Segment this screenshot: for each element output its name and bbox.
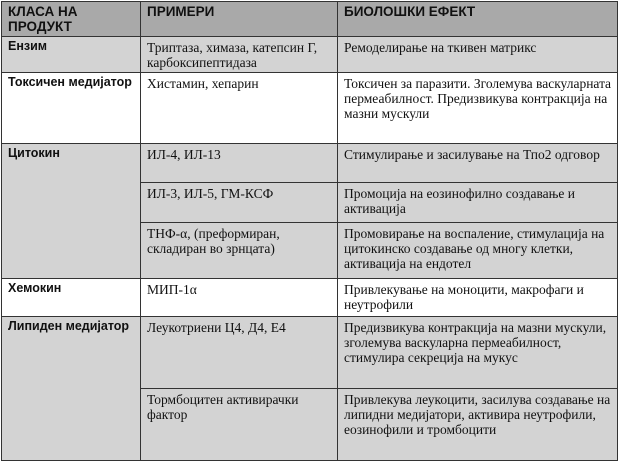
product-class-cell: Цитокин bbox=[2, 144, 141, 279]
examples-cell: ТНФ-α, (преформиран, складиран во зрнцата) bbox=[141, 222, 338, 279]
effect-cell: Токсичен за паразити. Зголемува васкуларнатa пермеабилност. Предизвикува контракција на мазни мускули bbox=[338, 72, 618, 144]
effect-cell: Промоција на еозинофилно создавање и активација bbox=[338, 183, 618, 222]
product-class-cell: Ензим bbox=[2, 36, 141, 72]
table-row bbox=[2, 317, 618, 389]
product-class-cell: Липиден медијатор bbox=[2, 317, 141, 461]
examples-cell: ИЛ-4, ИЛ-13 bbox=[141, 144, 338, 183]
table-row bbox=[2, 72, 618, 144]
table-header-row bbox=[2, 2, 618, 37]
examples-cell: МИП-1α bbox=[141, 279, 338, 317]
effect-cell: Предизвикува контракција на мазни мускули, зголемува васкуларна пермеабилност, стимулира секреција на мукус bbox=[338, 317, 618, 389]
effect-cell: Ремоделирање на ткивен матрикс bbox=[338, 36, 618, 72]
effect-cell: Привлекува леукоцити, засилува создавање на липидни медијатори, активира неутрофили, еозинофили и тромбоцити bbox=[338, 389, 618, 461]
effect-cell: Стимулирање и засилување на Тпо2 одговор bbox=[338, 144, 618, 183]
examples-cell: Триптаза, химаза, катепсин Г, карбоксипептидаза bbox=[141, 36, 338, 72]
table-row bbox=[2, 279, 618, 317]
examples-cell: Леукотриени Ц4, Д4, Е4 bbox=[141, 317, 338, 389]
header-examples: ПРИМЕРИ bbox=[141, 2, 338, 37]
table-row bbox=[2, 36, 618, 72]
examples-cell: Тормбоцитен активирачки фактор bbox=[141, 389, 338, 461]
examples-cell: Хистамин, хепарин bbox=[141, 72, 338, 144]
effect-cell: Промовирање на воспаление, стимулација на цитокинско создавање од многу клетки, активација на ендотел bbox=[338, 222, 618, 279]
product-class-cell: Токсичен медијатор bbox=[2, 72, 141, 144]
table-row bbox=[2, 144, 618, 183]
product-class-cell: Хемокин bbox=[2, 279, 141, 317]
effect-cell: Привлекување на моноцити, макрофаги и неутрофили bbox=[338, 279, 618, 317]
header-biological-effect: БИОЛОШКИ ЕФЕКТ bbox=[338, 2, 618, 37]
examples-cell: ИЛ-3, ИЛ-5, ГМ-КСФ bbox=[141, 183, 338, 222]
mast-cell-products-table bbox=[1, 1, 618, 461]
header-product-class: КЛАСА НА ПРОДУКТ bbox=[2, 2, 141, 37]
